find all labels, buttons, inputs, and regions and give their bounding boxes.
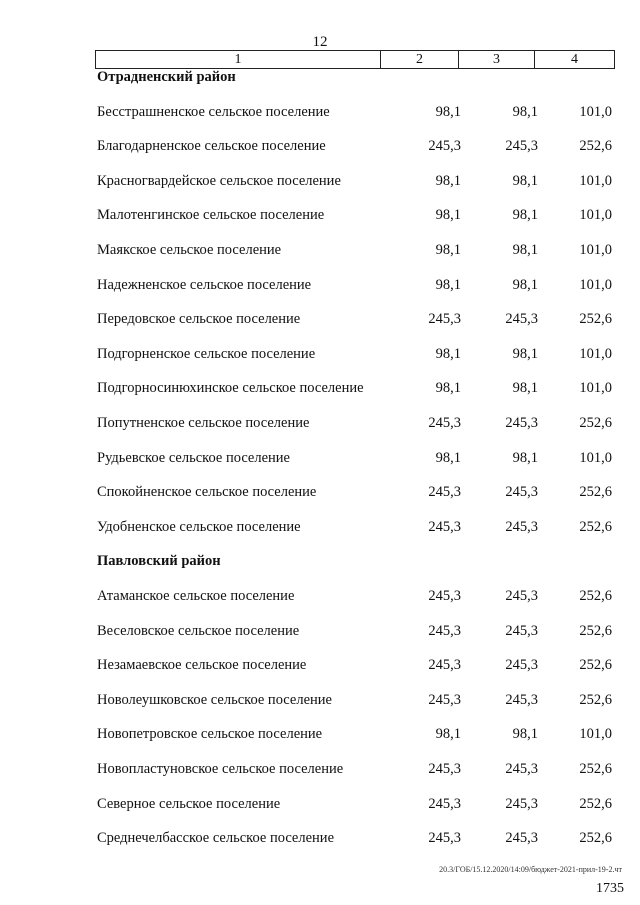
value-col-3: 98,1 (512, 380, 538, 397)
settlement-name: Маякское сельское поселение (97, 242, 282, 258)
value-col-3: 245,3 (505, 830, 538, 847)
value-col-2: 98,1 (435, 276, 461, 293)
value-col-3: 245,3 (505, 691, 538, 708)
value-col-4: 252,6 (579, 657, 612, 674)
table-row (0, 793, 640, 815)
value-col-4: 252,6 (579, 761, 612, 777)
value-col-2: 98,1 (435, 380, 461, 397)
table-row (0, 412, 640, 434)
value-col-2: 245,3 (428, 311, 461, 328)
value-col-2: 98,1 (435, 172, 461, 189)
table-row (0, 101, 640, 123)
value-col-2: 98,1 (435, 726, 461, 743)
settlement-name: Попутненское сельское поселение (97, 415, 310, 431)
settlement-name: Спокойненское сельское поселение (97, 484, 317, 501)
page-number: 12 (312, 34, 328, 50)
footer-code: 20.3/ГОБ/15.12.2020/14:09/бюджет-2021-прил-19-2.чт (439, 865, 622, 874)
stamp-number: 1735 (596, 881, 624, 896)
value-col-3: 245,3 (505, 622, 538, 639)
value-col-3: 245,3 (505, 484, 538, 501)
settlement-name: Новопластуновское сельское поселение (97, 761, 344, 777)
table-row (0, 204, 640, 226)
value-col-4: 252,6 (579, 622, 612, 639)
section-heading (0, 550, 640, 572)
settlement-name: Подгорненское сельское поселение (97, 345, 316, 362)
value-col-3: 245,3 (505, 588, 538, 604)
settlement-name: Незамаевское сельское поселение (97, 657, 307, 674)
table-row (0, 758, 640, 780)
settlement-name: Среднечелбасское сельское поселение (97, 830, 334, 847)
header-col-2: 2 (381, 51, 459, 68)
settlement-name: Удобненское сельское поселение (97, 518, 301, 535)
value-col-2: 245,3 (428, 415, 461, 431)
table-row (0, 585, 640, 607)
table-row (0, 343, 640, 365)
header-col-1: 1 (96, 51, 381, 68)
value-col-2: 245,3 (428, 484, 461, 501)
value-col-4: 252,6 (579, 484, 612, 501)
value-col-3: 98,1 (512, 276, 538, 293)
value-col-3: 98,1 (512, 207, 538, 224)
value-col-3: 245,3 (505, 311, 538, 328)
value-col-2: 245,3 (428, 518, 461, 535)
settlement-name: Новопетровское сельское поселение (97, 726, 323, 743)
value-col-3: 98,1 (512, 449, 538, 466)
settlement-name: Рудьевское сельское поселение (97, 449, 290, 466)
settlement-name: Подгорносинюхинское сельское поселение (97, 380, 364, 397)
value-col-2: 98,1 (435, 103, 461, 120)
table-row (0, 135, 640, 157)
value-col-4: 252,6 (579, 795, 612, 812)
value-col-4: 101,0 (579, 726, 612, 743)
value-col-4: 101,0 (579, 345, 612, 362)
table-row (0, 689, 640, 711)
settlement-name: Благодарненское сельское поселение (97, 138, 326, 155)
value-col-3: 245,3 (505, 761, 538, 777)
value-col-2: 245,3 (428, 138, 461, 155)
settlement-name: Атаманское сельское поселение (97, 588, 295, 604)
table-row (0, 481, 640, 503)
section-heading (0, 66, 640, 88)
settlement-name: Красногвардейское сельское поселение (97, 172, 341, 189)
header-col-3: 3 (459, 51, 535, 68)
table-row (0, 654, 640, 676)
value-col-3: 245,3 (505, 795, 538, 812)
table-row (0, 516, 640, 538)
table-row (0, 170, 640, 192)
section-title: Павловский район (97, 553, 221, 570)
settlement-name: Бесстрашненское сельское поселение (97, 103, 330, 120)
value-col-4: 101,0 (579, 242, 612, 258)
value-col-2: 245,3 (428, 795, 461, 812)
value-col-2: 245,3 (428, 588, 461, 604)
settlement-name: Малотенгинское сельское поселение (97, 207, 325, 224)
settlement-name: Передовское сельское поселение (97, 311, 301, 328)
table-row (0, 308, 640, 330)
table-row (0, 274, 640, 296)
table-row (0, 239, 640, 261)
value-col-4: 252,6 (579, 415, 612, 431)
value-col-2: 98,1 (435, 207, 461, 224)
value-col-3: 245,3 (505, 415, 538, 431)
value-col-3: 245,3 (505, 518, 538, 535)
value-col-3: 245,3 (505, 657, 538, 674)
table-row (0, 447, 640, 469)
value-col-4: 252,6 (579, 311, 612, 328)
value-col-3: 98,1 (512, 242, 538, 258)
value-col-2: 98,1 (435, 449, 461, 466)
value-col-4: 101,0 (579, 276, 612, 293)
settlement-name: Новолеушковское сельское поселение (97, 691, 332, 708)
settlement-name: Надежненское сельское поселение (97, 276, 312, 293)
value-col-2: 245,3 (428, 622, 461, 639)
header-col-4: 4 (571, 52, 578, 67)
table-row (0, 620, 640, 642)
table-row (0, 827, 640, 849)
settlement-name: Веселовское сельское поселение (97, 622, 300, 639)
value-col-4: 101,0 (579, 449, 612, 466)
value-col-2: 245,3 (428, 657, 461, 674)
value-col-2: 245,3 (428, 761, 461, 777)
value-col-4: 252,6 (579, 691, 612, 708)
table-row (0, 377, 640, 399)
value-col-4: 101,0 (579, 172, 612, 189)
value-col-4: 101,0 (579, 103, 612, 120)
value-col-4: 252,6 (579, 588, 612, 604)
settlement-name: Северное сельское поселение (97, 795, 281, 812)
value-col-2: 245,3 (428, 830, 461, 847)
value-col-4: 252,6 (579, 518, 612, 535)
value-col-3: 98,1 (512, 726, 538, 743)
value-col-2: 98,1 (435, 242, 461, 258)
value-col-3: 245,3 (505, 138, 538, 155)
value-col-2: 98,1 (435, 345, 461, 362)
value-col-3: 98,1 (512, 103, 538, 120)
value-col-4: 252,6 (579, 830, 612, 847)
value-col-4: 252,6 (579, 138, 612, 155)
value-col-3: 98,1 (512, 345, 538, 362)
value-col-4: 101,0 (579, 380, 612, 397)
section-title: Отрадненский район (97, 69, 236, 85)
table-row (0, 723, 640, 745)
value-col-2: 245,3 (428, 691, 461, 708)
value-col-3: 98,1 (512, 172, 538, 189)
value-col-4: 101,0 (579, 207, 612, 224)
